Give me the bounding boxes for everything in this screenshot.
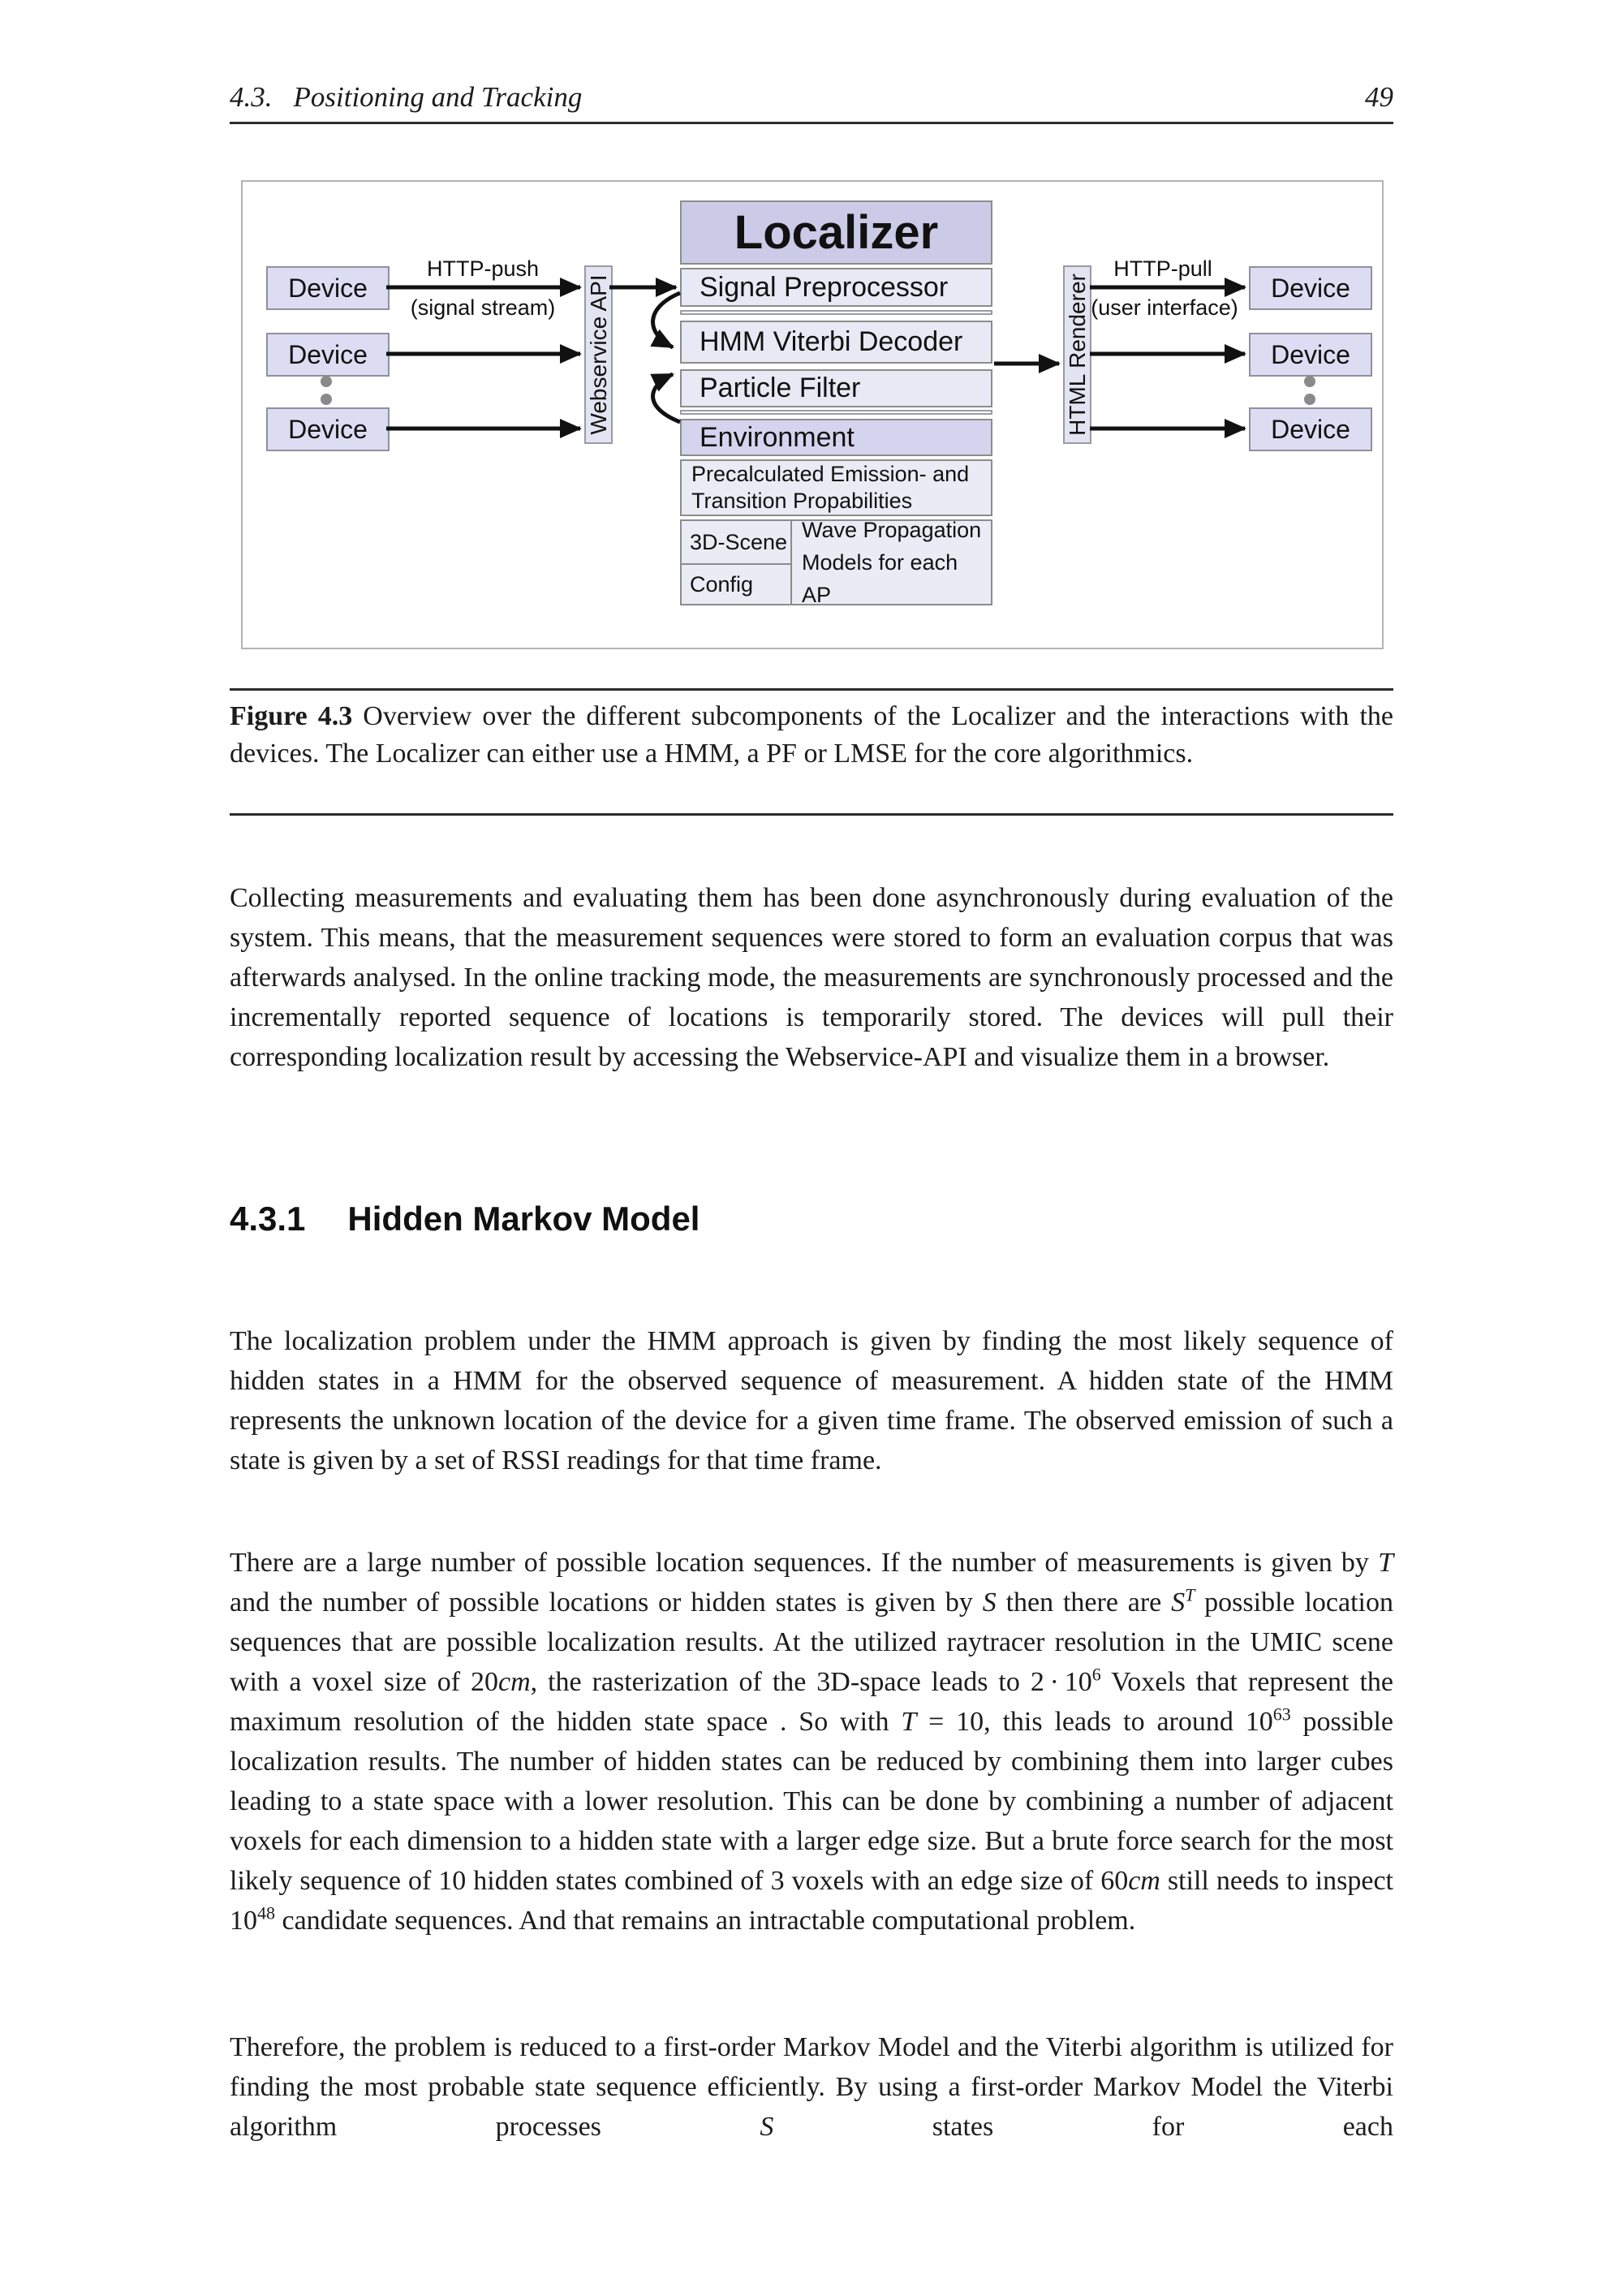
wave-line2: Models for each AP [802, 550, 958, 607]
paragraph-1: Collecting measurements and evaluating them has been done asynchronously during evaluation of the system. This means, that the measurement sequences were stored to form an evaluation corpus that was afterwards analysed. In the online tracking mode, the measurements are synchronously processed and the incrementally reported sequence of locations is temporarily stored. The devices will pull their corresponding localization result by accessing the Webservice-API and visualize them in a browser. [230, 883, 1393, 1072]
figure-caption [230, 698, 1393, 773]
spacer-strip [680, 310, 992, 315]
arrow-environment-to-particle-curve [653, 374, 680, 422]
component-label: Environment [700, 421, 855, 453]
http-pull-label: HTTP-pull [1113, 256, 1212, 281]
component-hmm-viterbi-decoder [680, 321, 992, 364]
paragraph-4: Therefore, the problem is reduced to a first-order Markov Model and the Viterbi algorithm is utilized for finding the most probable state sequence efficiently. By using a first-order Markov Model the Viterbi algorithm processes S states for each [230, 2032, 1393, 2142]
component-label: Particle Filter [700, 373, 861, 403]
scene-label: 3D-Scene [690, 529, 788, 554]
environment-sub-table [680, 519, 992, 605]
component-signal-preprocessor [680, 268, 992, 307]
spacer-strip [680, 410, 992, 415]
precalc-line1: Precalculated Emission- and [691, 462, 970, 486]
localizer-title-box [680, 200, 992, 265]
webservice-api-bar [584, 265, 613, 444]
device-label: Device [288, 339, 368, 369]
html-renderer-bar [1063, 265, 1091, 444]
device-label: Device [288, 414, 368, 444]
paragraph-2: The localization problem under the HMM approach is given by finding the most likely sequence of hidden states in a HMM for the observed sequence of measurement. A hidden state of the HMM represents the unknown location of the device for a given time frame. The observed emission of such a state is given by a set of RSSI readings for that time frame. [230, 1326, 1393, 1475]
user-interface-label: (user interface) [1091, 295, 1238, 320]
paragraph-3: There are a large number of possible location sequences. If the number of measurements is given by T and the number of possible locations or hidden states is given by S then there are $S^T$ possible location sequences that are possible localization results. At the utilized raytracer resolution in the UMIC scene with a voxel size of 20cm, the rasterization of the 3D-space leads to $2 \cdot 10^6$ Voxels that represent the maximum resolution of the hidden state space . So with T = 10, this leads to around $10^{63}$ possible localization results. The number of hidden states can be reduced by combining them into larger cubes leading to a state space with a lower resolution. This can be done by combining a number of adjacent voxels for each dimension to a hidden state with a larger edge size. But a brute force search for the most likely sequence of 10 hidden states combined of 3 voxels with an edge size of 60cm still needs to inspect $10^{48}$ candidate sequences. And that remains an intractable computational problem. [230, 1548, 1393, 1936]
component-environment [680, 419, 992, 456]
device-box-left-3 [266, 407, 390, 451]
config-cell [682, 565, 792, 604]
arrow-signal-to-hmm-curve [653, 293, 680, 347]
config-label: Config [690, 571, 754, 597]
page-number: 49 [1365, 81, 1393, 113]
figure-caption-text: Overview over the different subcomponents of the Localizer and the interactions with the devices. The Localizer can either use a HMM, a PF or LMSE for the core algorithmics. [230, 701, 1393, 769]
section-heading-number: 4.3.1 [230, 1200, 306, 1238]
component-label: Signal Preprocessor [700, 271, 949, 303]
device-box-left-1 [266, 266, 390, 310]
device-label: Device [288, 273, 368, 303]
device-box-left-2 [266, 333, 390, 377]
figure-diagram [241, 180, 1384, 649]
running-head-section-number: 4.3. [230, 81, 273, 113]
precalc-line2: Transition Propabilities [691, 489, 913, 513]
section-heading [230, 1200, 1393, 1238]
component-label: HMM Viterbi Decoder [700, 326, 963, 357]
scene-cell [682, 521, 792, 565]
section-heading-title: Hidden Markov Model [347, 1200, 700, 1238]
device-label: Device [1271, 273, 1350, 303]
device-box-right-1 [1249, 266, 1372, 310]
figure-caption-label: Figure 4.3 [230, 701, 353, 731]
caption-top-rule [230, 688, 1393, 691]
wave-propagation-cell [794, 518, 991, 607]
caption-bottom-rule [230, 813, 1393, 816]
precalculated-probabilities-box [680, 459, 992, 516]
device-label: Device [1271, 414, 1350, 444]
device-box-right-3 [1249, 407, 1372, 451]
component-particle-filter [680, 369, 992, 407]
html-renderer-label: HTML Renderer [1064, 274, 1090, 436]
signal-stream-label: (signal stream) [410, 295, 556, 320]
device-label: Device [1271, 339, 1350, 369]
running-head-section-title: Positioning and Tracking [293, 81, 583, 113]
localizer-title: Localizer [734, 206, 939, 259]
header-rule [230, 122, 1393, 124]
webservice-api-label: Webservice API [585, 274, 611, 435]
running-head [230, 81, 1393, 114]
http-push-label: HTTP-push [426, 256, 540, 281]
wave-line1: Wave Propagation [802, 518, 982, 542]
device-box-right-2 [1249, 333, 1372, 377]
